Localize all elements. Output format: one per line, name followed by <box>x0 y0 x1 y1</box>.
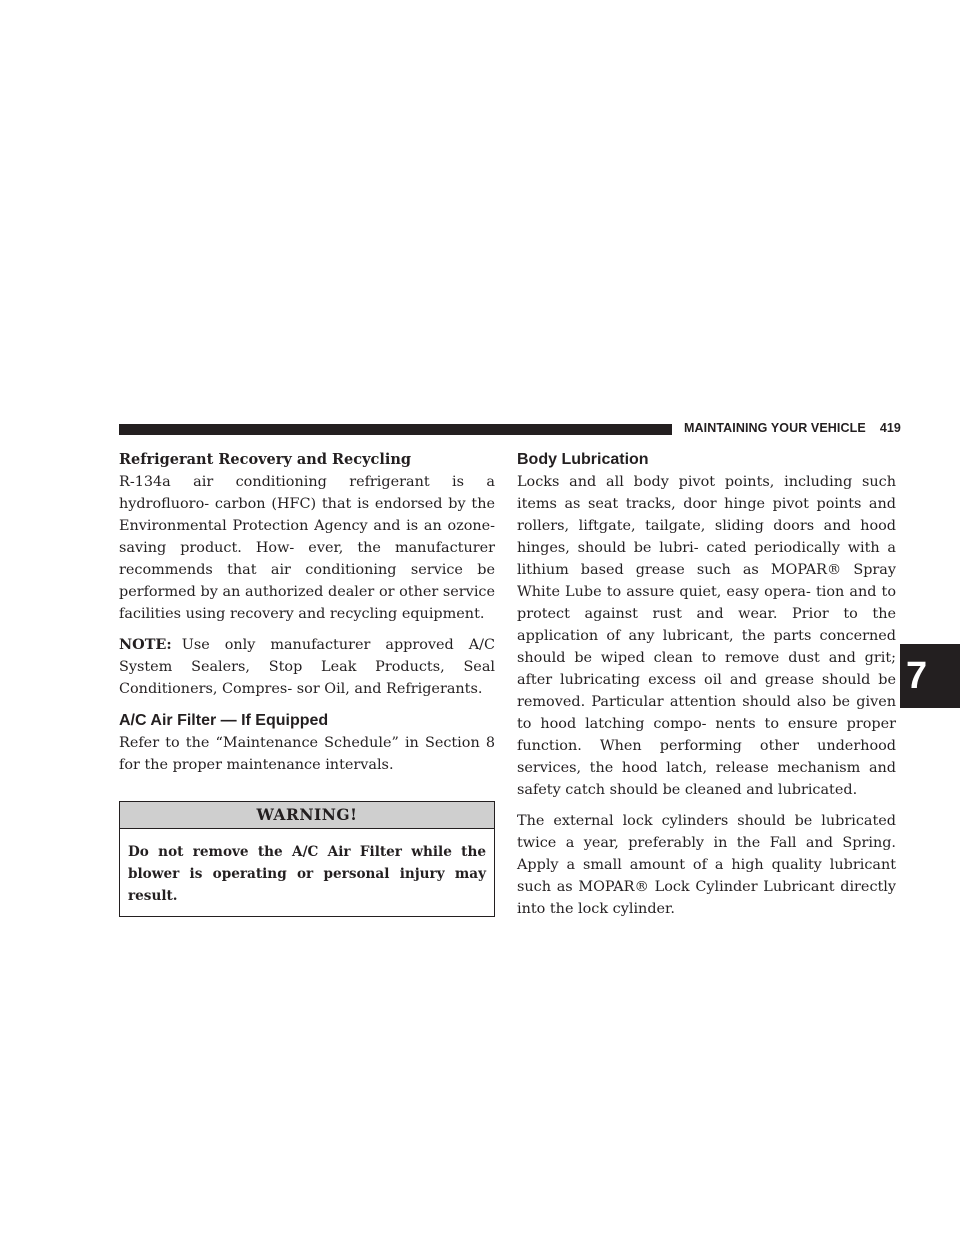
filter-paragraph <box>119 732 495 776</box>
text-line: be wiped clean to remove dust and grit; after lubricating <box>517 650 897 688</box>
text-line: Sealers, Stop Leak Products, Seal Conditioners, Compres- <box>119 659 495 697</box>
text-line: cated periodically with a lithium based grease such as <box>517 540 896 578</box>
text-line: Protection Agency and is an ozone-saving product. How- <box>119 518 495 556</box>
text-line: attention should also be given to hood latching compo- <box>517 694 897 732</box>
left-column <box>119 449 495 917</box>
page-number: 419 <box>879 421 901 435</box>
refrigerant-paragraph <box>119 471 495 625</box>
warning-text <box>120 829 494 916</box>
text-line: R-134a air conditioning refrigerant is a hydrofluoro- <box>119 474 495 512</box>
text-line: ever, the manufacturer recommends that air conditioning <box>119 540 495 578</box>
text-line: Refer to the “Maintenance Schedule” in Section 8 for the <box>119 735 495 773</box>
text-line: proper maintenance intervals. <box>172 757 394 773</box>
text-line: amount of a high quality lubricant such as MOPAR® <box>517 857 897 895</box>
header-rule <box>119 424 672 435</box>
running-header <box>684 421 901 439</box>
note-label: NOTE: <box>119 636 172 653</box>
text-line: seat tracks, door hinge pivot points and rollers, liftgate, <box>517 496 896 534</box>
text-line: tailgate, sliding doors and hood hinges, should be lubri- <box>517 518 896 556</box>
text-line: application of any lubricant, the parts concerned should <box>517 628 896 666</box>
text-line: MOPAR® Spray White Lube to assure quiet, easy opera- <box>517 562 897 600</box>
text-line: operating or personal injury may result. <box>128 866 486 904</box>
text-line: nents to ensure proper function. When performing other <box>517 716 897 754</box>
lock-cylinder-paragraph <box>517 810 896 920</box>
lubrication-paragraph <box>517 471 896 801</box>
text-line: The external lock cylinders should be lubricated twice a <box>517 813 896 851</box>
text-line: tion and to protect against rust and wear. Prior to the <box>517 584 896 622</box>
section-title: MAINTAINING YOUR VEHICLE <box>684 421 866 435</box>
text-line: underhood services, the hood latch, release mechanism <box>517 738 897 776</box>
text-line: service facilities using recovery and recycling equipment. <box>119 584 495 622</box>
text-line: Lock Cylinder Lubricant directly into the lock cylinder. <box>517 879 897 917</box>
note-paragraph <box>119 634 495 700</box>
section-tab: 7 <box>900 644 960 708</box>
text-line: year, preferably in the Fall and Spring. Apply a small <box>517 835 897 873</box>
warning-box <box>119 801 495 917</box>
text-line: Locks and all body pivot points, including such items as <box>517 474 896 512</box>
text-line: excess oil and grease should be removed. Particular <box>517 672 897 710</box>
text-line: and safety catch should be cleaned and lubricated. <box>517 760 896 798</box>
refrigerant-heading: Refrigerant Recovery and Recycling <box>119 451 412 468</box>
text-line: Use only manufacturer approved A/C System <box>119 637 495 675</box>
body-lubrication-heading: Body Lubrication <box>517 451 649 468</box>
warning-title: WARNING! <box>120 802 494 829</box>
right-column <box>517 449 896 920</box>
text-line: carbon (HFC) that is endorsed by the Environmental <box>119 496 495 534</box>
filter-heading: A/C Air Filter — If Equipped <box>119 712 329 729</box>
text-line: Do not remove the A/C Air Filter while the blower is <box>128 844 486 882</box>
text-line: sor Oil, and Refrigerants. <box>296 681 483 697</box>
text-line: service be performed by an authorized dealer or other <box>119 562 495 600</box>
